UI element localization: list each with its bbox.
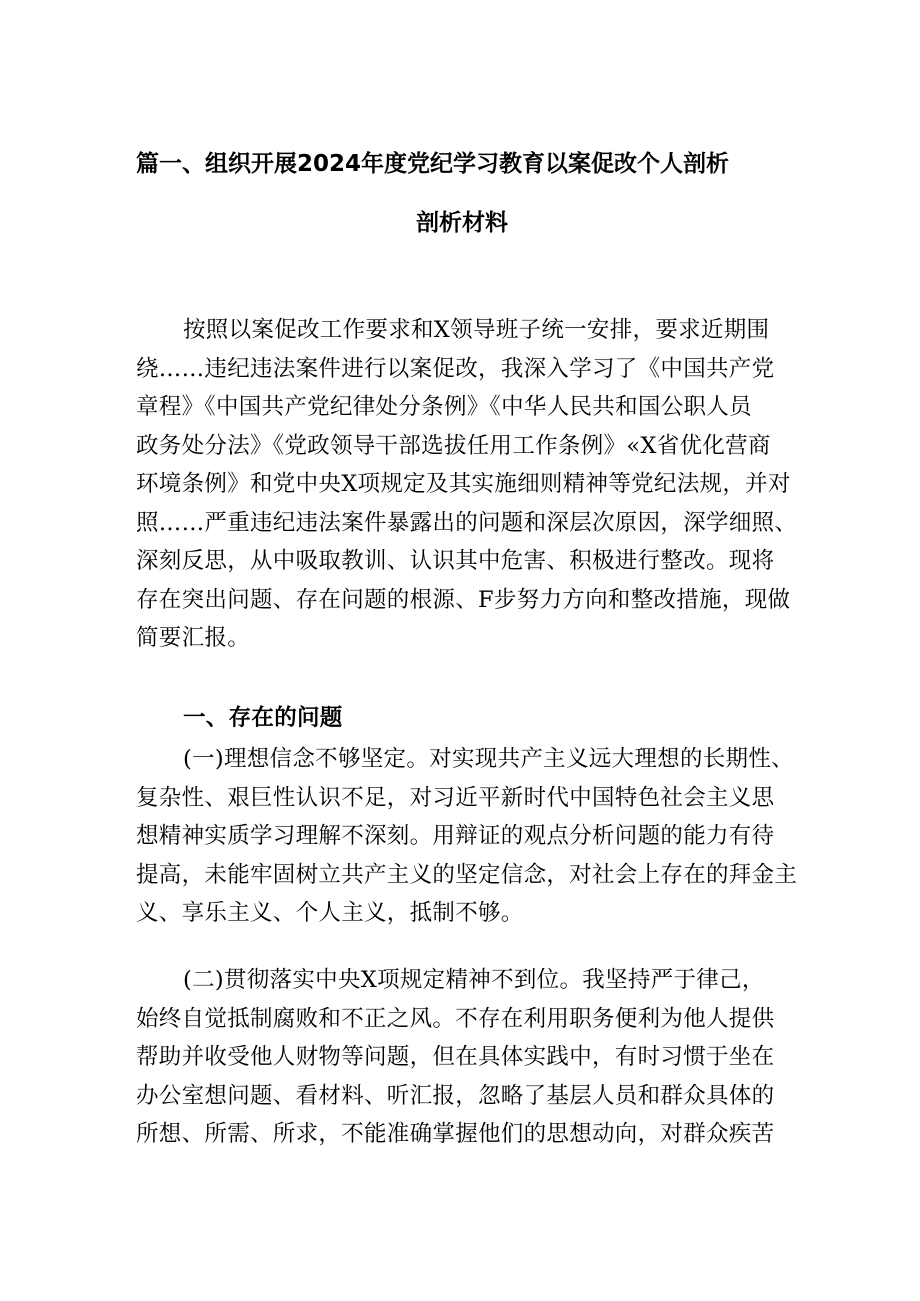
problem-item-2 (136, 961, 786, 1154)
item-line: (一)理想信念不够坚定。对实现共产主义远大理想的长期性、 (183, 746, 794, 772)
item-line: 办公室想问题、看材料、听汇报，忽略了基层人员和群众具体的 (136, 1082, 775, 1109)
intro-line: 深刻反思，从中吸取教训、认识其中危害、积极进行整改。现将 (136, 548, 775, 574)
intro-line: 政务处分法》《党政领导干部选拔任用工作条例》«X省优化营商 (136, 432, 771, 459)
intro-line: 按照以案促改工作要求和X领导班子统一安排，要求近期围 (183, 317, 770, 343)
intro-line: 存在突出问题、存在问题的根源、F步努力方向和整改措施，现做 (136, 586, 791, 613)
intro-line: 章程》《中国共产党纪律处分条例》《中华人民共和国公职人员 (136, 394, 752, 420)
intro-line: 绕……违纪违法案件进行以案促改，我深入学习了《中国共产党 (136, 355, 775, 382)
item-line: 所想、所需、所求，不能准确掌握他们的思想动向，对群众疾苦 (136, 1121, 775, 1147)
item-line: 复杂性、艰巨性认识不足，对习近平新时代中国特色社会主义思 (136, 784, 775, 811)
intro-line: 照……严重违纪违法案件暴露出的问题和深层次原因，深学细照、 (136, 509, 798, 536)
item-line: (二)贯彻落实中央X项规定精神不到位。我坚持严于律己， (183, 967, 765, 993)
item-line: 义、享乐主义、个人主义，抵制不够。 (136, 900, 524, 926)
item-line: 提高，未能牢固树立共产主义的坚定信念，对社会上存在的拜金主 (136, 861, 798, 888)
intro-line: 环境条例》和党中央X项规定及其实施细则精神等党纪法规，并对 (136, 471, 791, 497)
intro-line: 简要汇报。 (136, 625, 251, 651)
intro-paragraph (136, 311, 798, 658)
section-heading: 一、存在的问题 (183, 705, 343, 731)
item-line: 帮助并收受他人财物等问题，但在具体实践中，有时习惯于坐在 (136, 1044, 775, 1070)
item-line: 想精神实质学习理解不深刻。用辩证的观点分析问题的能力有待 (136, 823, 775, 849)
problem-item-1 (136, 740, 798, 933)
document-title-line-2: 剖析材料 (416, 210, 508, 236)
section-1 (136, 699, 786, 738)
document-title-line-1: 篇一、组织开展2024年度党纪学习教育以案促改个人剖析 (136, 151, 730, 177)
item-line: 始终自觉抵制腐败和不正之风。不存在利用职务便利为他人提供 (136, 1005, 775, 1032)
